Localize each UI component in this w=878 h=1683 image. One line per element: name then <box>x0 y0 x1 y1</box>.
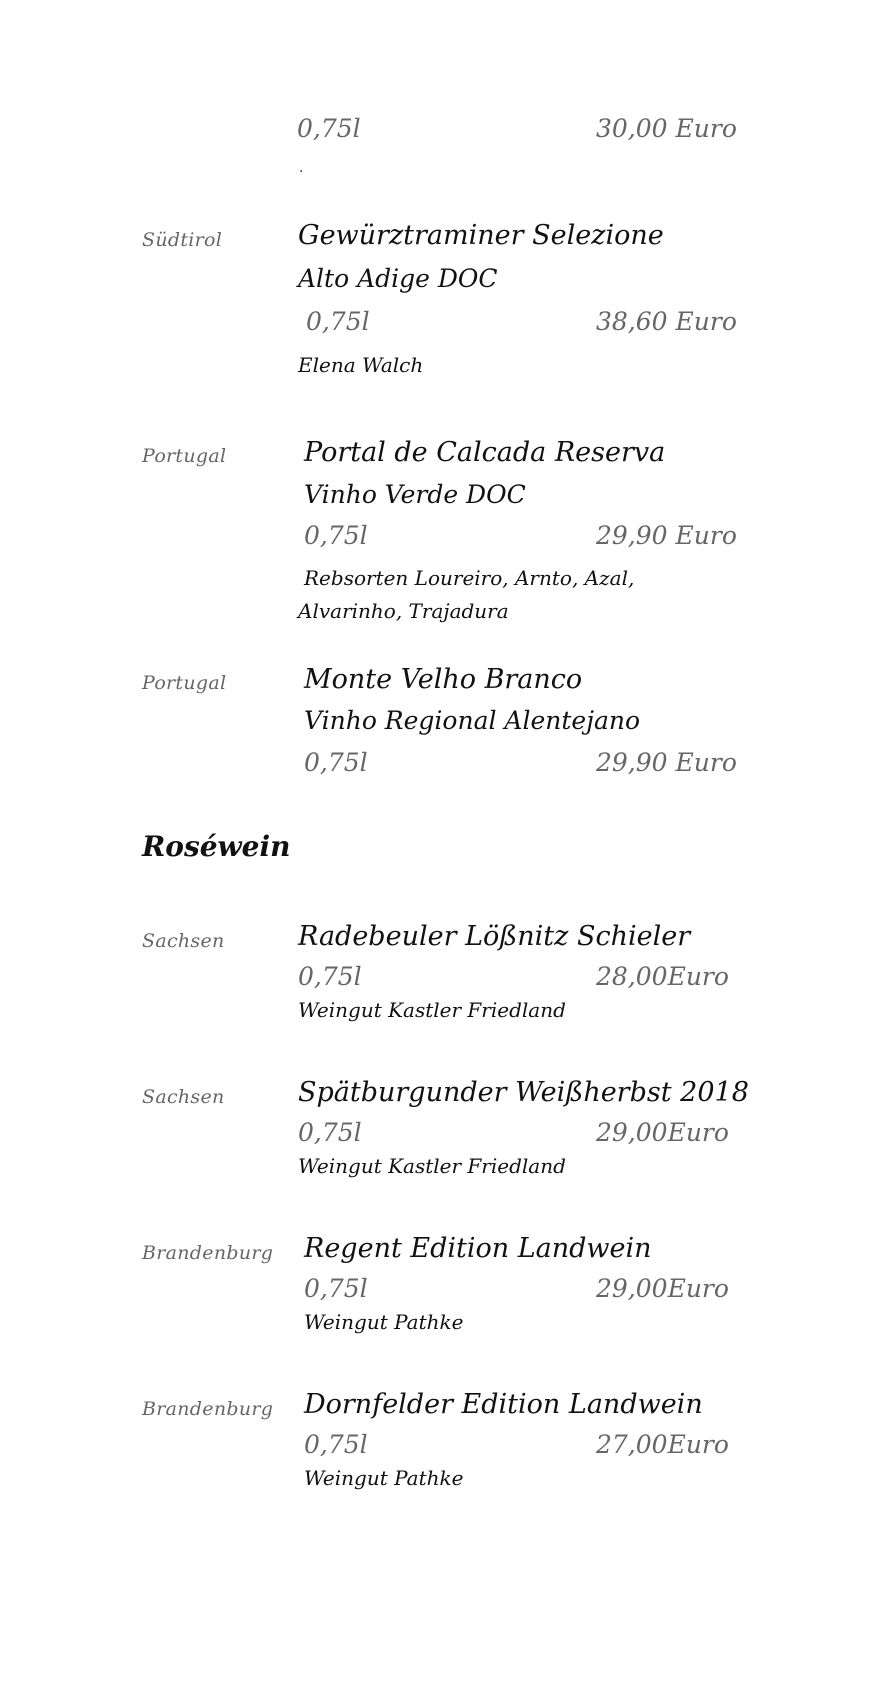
wine-name: Dornfelder Edition Landwein <box>304 1389 703 1420</box>
wine-region: Südtirol <box>142 229 223 251</box>
volume: 0,75l <box>306 307 370 336</box>
wine-name: Portal de Calcada Reserva <box>304 437 666 468</box>
wine-region: Brandenburg <box>142 1242 274 1264</box>
wine-appellation: Vinho Verde DOC <box>304 480 526 509</box>
volume: 0,75l <box>297 114 361 143</box>
wine-appellation: Alto Adige DOC <box>298 264 498 293</box>
producer: Weingut Pathke <box>304 1310 464 1334</box>
wine-appellation: Vinho Regional Alentejano <box>304 706 641 735</box>
volume: 0,75l <box>298 962 362 991</box>
volume: 0,75l <box>304 1430 368 1459</box>
producer: Elena Walch <box>298 353 424 377</box>
wine-name: Radebeuler Lößnitz Schieler <box>298 921 691 952</box>
price: 38,60 Euro <box>596 307 737 336</box>
decorative-dot: . <box>299 160 304 176</box>
producer: Weingut Pathke <box>304 1466 464 1490</box>
price: 29,90 Euro <box>596 521 737 550</box>
wine-region: Portugal <box>142 445 227 467</box>
grape-varieties: Rebsorten Loureiro, Arnto, Azal, <box>304 566 635 590</box>
wine-region: Sachsen <box>142 1086 225 1108</box>
volume: 0,75l <box>304 748 368 777</box>
volume: 0,75l <box>304 521 368 550</box>
price: 30,00 Euro <box>596 114 737 143</box>
producer: Weingut Kastler Friedland <box>298 1154 566 1178</box>
wine-name: Gewürztraminer Selezione <box>298 220 664 251</box>
section-title: Roséwein <box>142 830 291 863</box>
grape-varieties: Alvarinho, Trajadura <box>298 599 509 623</box>
wine-name: Regent Edition Landwein <box>304 1233 652 1264</box>
producer: Weingut Kastler Friedland <box>298 998 566 1022</box>
wine-name: Spätburgunder Weißherbst 2018 <box>298 1077 749 1108</box>
volume: 0,75l <box>298 1118 362 1147</box>
wine-region: Brandenburg <box>142 1398 274 1420</box>
price: 28,00Euro <box>596 962 729 991</box>
volume: 0,75l <box>304 1274 368 1303</box>
price: 27,00Euro <box>596 1430 729 1459</box>
price: 29,00Euro <box>596 1274 729 1303</box>
price: 29,00Euro <box>596 1118 729 1147</box>
wine-name: Monte Velho Branco <box>304 664 583 695</box>
price: 29,90 Euro <box>596 748 737 777</box>
wine-region: Portugal <box>142 672 227 694</box>
wine-region: Sachsen <box>142 930 225 952</box>
